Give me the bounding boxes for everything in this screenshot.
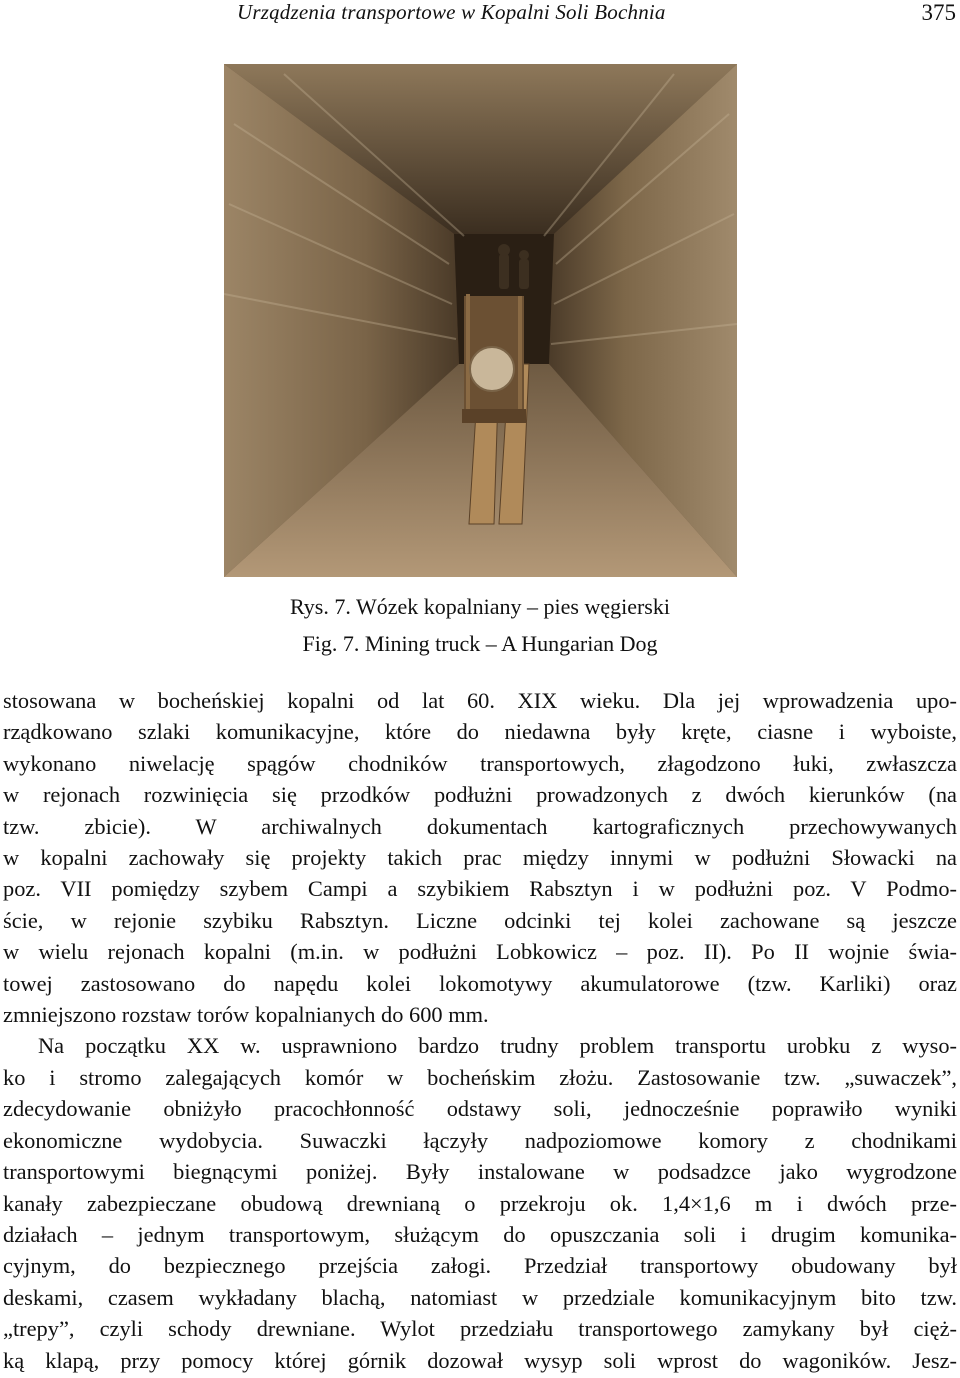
text-line: „trepy”, czyli schody drewniane. Wylot przedziału transportowego zamykany był cięż- (3, 1316, 957, 1342)
text-line: w wielu rejonach kopalni (m.in. w podłużni Lobkowicz – poz. II). Po II wojnie świa- (3, 939, 957, 965)
text-line: wykonano niwelację spągów chodników transportowych, złagodzono łuki, zwłaszcza (3, 750, 957, 776)
text-line: transportowymi biegnącymi poniżej. Były instalowane w podsadzce jako wygrodzone (3, 1159, 957, 1185)
text-line: zdecydowanie obniżyło pracochłonność odstawy soli, jednocześnie poprawiło wyniki (3, 1096, 957, 1122)
text-line: zmniejszono rozstaw torów kopalnianych do 600 mm. (3, 1002, 489, 1028)
text-line: towej zastosowano do napędu kolei lokomotywy akumulatorowe (tzw. Karliki) oraz (3, 970, 957, 996)
text-line: w rejonach rozwinięcia się przodków podłużni prowadzonych z dwóch kierunków (na (3, 782, 957, 808)
text-line: ką klapą, przy pomocy której górnik dozował wysyp soli wprost do wagoników. Jesz- (3, 1347, 957, 1373)
page-number: 375 (921, 0, 956, 25)
running-head (0, 0, 960, 30)
figure-caption-polish: Rys. 7. Wózek kopalniany – pies węgierski (290, 594, 670, 619)
text-line: tzw. zbicie). W archiwalnych dokumentach kartograficznych przechowywanych (3, 813, 957, 839)
text-line: ście, w rejonie szybiku Rabsztyn. Liczne odcinki tej kolei zachowane są jeszcze (3, 907, 957, 933)
text-line: działach – jednym transportowym, służącym do opuszczania soli i drugim komunika- (3, 1221, 957, 1247)
text-line: stosowana w bocheńskiej kopalni od lat 60. XIX wieku. Dla jej wprowadzenia upo- (3, 688, 957, 713)
body-text (3, 685, 957, 1376)
text-line: ko i stromo zalegających komór w bocheńskim złożu. Zastosowanie tzw. „suwaczek”, (3, 1064, 957, 1090)
text-line: kanały zabezpieczane obudową drewnianą o przekroju ok. 1,4×1,6 m i dwóch prze- (3, 1190, 957, 1216)
text-line: w kopalni zachowały się projekty takich prac między innymi w podłużni Słowacki na (3, 845, 957, 871)
paragraph-2 (3, 1030, 957, 1375)
figure-photo-mine-tunnel (224, 64, 737, 577)
text-line: ekonomiczne wydobycia. Suwaczki łączyły nadpoziomowe komory z chodnikami (3, 1127, 957, 1153)
text-line: deskami, czasem wykładany blachą, natomiast w przedziale komunikacyjnym bito tzw. (3, 1284, 957, 1310)
text-line: cyjnym, do bezpiecznego przejścia załogi. Przedział transportowy obudowany był (3, 1253, 957, 1279)
paragraph-1 (3, 685, 957, 1030)
text-line: Na początku XX w. usprawniono bardzo trudny problem transportu urobku z wyso- (38, 1033, 957, 1059)
figure-caption-english: Fig. 7. Mining truck – A Hungarian Dog (302, 631, 658, 656)
text-line: poz. VII pomiędzy szybem Campi a szybikiem Rabsztyn i w podłużni poz. V Podmo- (3, 876, 957, 902)
mine-tunnel-illustration (224, 64, 737, 577)
text-line: rządkowano szlaki komunikacyjne, które do niedawna były kręte, ciasne i wyboiste, (3, 719, 957, 745)
running-head-title: Urządzenia transportowe w Kopalni Soli Bochnia (237, 0, 666, 24)
